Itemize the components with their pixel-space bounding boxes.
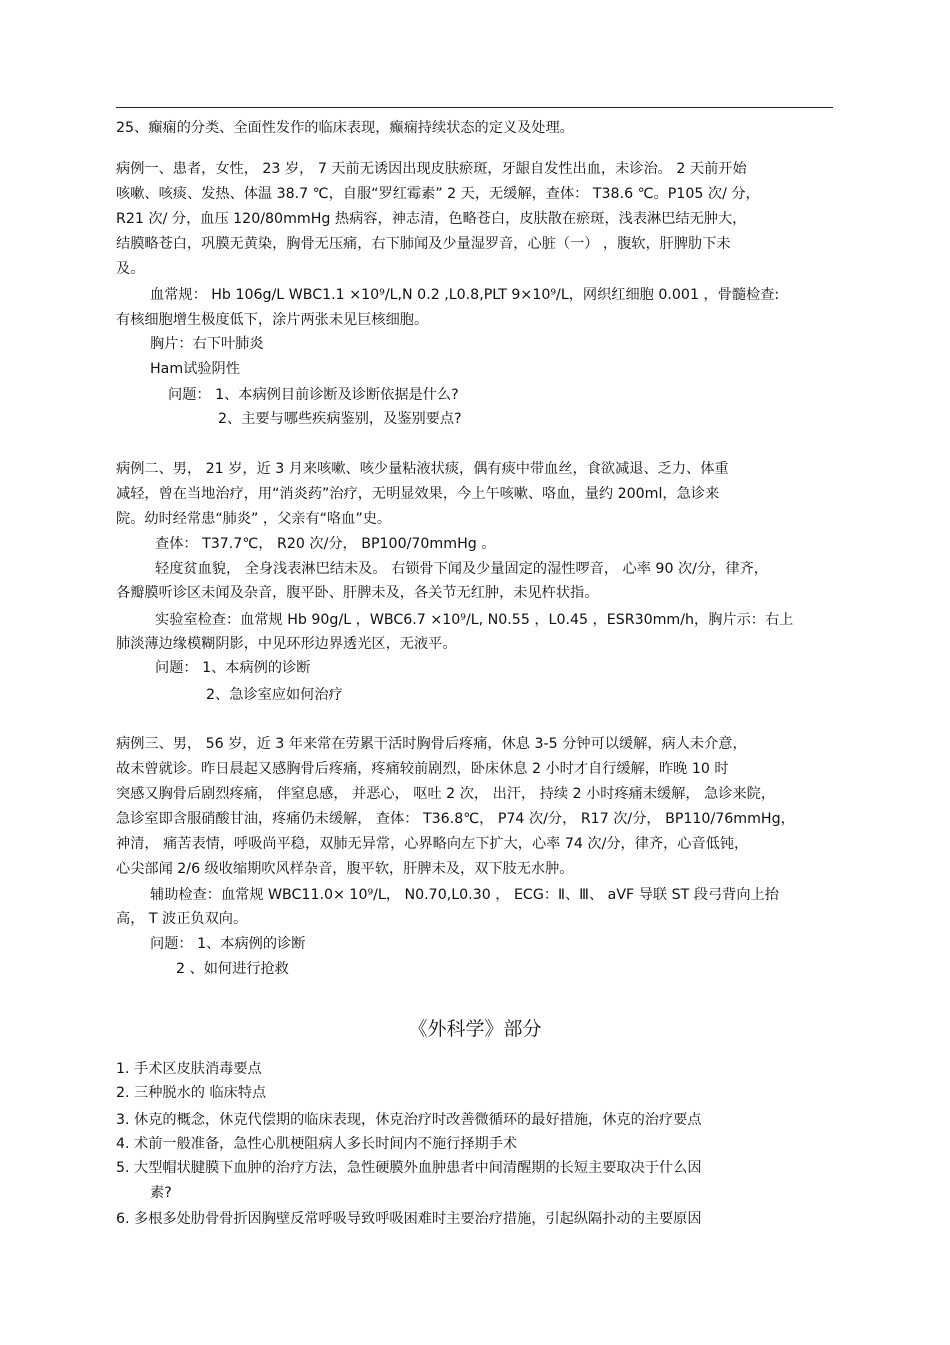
case3-line-3: 突感又胸骨后剧烈疼痛， 伴窒息感， 并恶心， 呕吐 2 次， 出汗， 持续 2 小时疼痛未缓解， 急诊来院，	[116, 786, 776, 802]
case2-exam: 查体： T37.7℃， R20 次/分， BP100/70mmHg 。	[155, 536, 496, 552]
surgery-section-heading: 《外科学》部分	[408, 1018, 542, 1040]
surgery-item-4: 4. 术前一般准备，急性心肌梗阻病人多长时间内不施行择期手术	[116, 1136, 518, 1152]
case1-line-3: R21 次/ 分，血压 120/80mmHg 热病容，神志清，色略苍白，皮肤散在瘀斑，浅表淋巴结无肿大，	[116, 211, 747, 227]
case1-question-2: 2、主要与哪些疾病鉴别，及鉴别要点?	[218, 411, 462, 427]
surgery-item-1: 1. 手术区皮肤消毒要点	[116, 1061, 262, 1077]
case1-ham-test: Ham试验阴性	[150, 361, 240, 377]
case2-lab-line-2: 肺淡薄边缘模糊阴影，中见环形边界透光区，无液平。	[116, 636, 457, 652]
surgery-item-3: 3. 休克的概念，休克代偿期的临床表现，休克治疗时改善微循环的最好措施，休克的治疗要点	[116, 1112, 702, 1128]
case3-line-5: 神清， 痛苦表情，呼吸尚平稳，双肺无异常，心界略向左下扩大，心率 74 次/分，律齐，心音低钝，	[116, 836, 749, 852]
case3-line-1: 病例三、男， 56 岁，近 3 年来常在劳累干活时胸骨后疼痛，休息 3-5 分钟可以缓解，病人未介意，	[116, 736, 747, 752]
case3-question-2: 2 、如何进行抢救	[176, 961, 289, 977]
case1-line-4: 结膜略苍白，巩膜无黄染，胸骨无压痛，右下肺闻及少量湿罗音，心脏（一） ，腹软，肝脾肋下未	[116, 236, 731, 252]
case3-question-1: 问题： 1、本病例的诊断	[150, 936, 306, 952]
case1-question-1: 问题： 1、本病例目前诊断及诊断依据是什么?	[168, 387, 459, 403]
case2-lab-line-1: 实验室检查：血常规 Hb 90g/L ，WBC6.7 ×10⁹/L, N0.55 ，L0.45 ，ESR30mm/h，胸片示：右上	[155, 612, 794, 628]
case1-line-2: 咳嗽、咳痰、发热、体温 38.7 ℃，自服“罗红霉素” 2 天，无缓解，查体： T38.6 ℃。P105 次/ 分，	[116, 186, 760, 202]
surgery-item-5: 5. 大型帽状腱膜下血肿的治疗方法，急性硬膜外血肿患者中间清醒期的长短主要取决于什么因	[116, 1160, 702, 1176]
case2-question-2: 2、急诊室应如何治疗	[206, 687, 343, 703]
case3-line-4: 急诊室即含服硝酸甘油，疼痛仍未缓解， 查体： T36.8℃， P74 次/分， R17 次/分， BP110/76mmHg，	[116, 811, 795, 827]
surgery-item-6: 6. 多根多处肋骨骨折因胸壁反常呼吸导致呼吸困难时主要治疗措施，引起纵隔扑动的主要原因	[116, 1211, 702, 1227]
case3-line-2: 故未曾就诊。昨日晨起又感胸骨后疼痛，疼痛较前剧烈，卧床休息 2 小时才自行缓解，昨晚 10 时	[116, 761, 729, 777]
case2-line-1: 病例二、男， 21 岁，近 3 月来咳嗽、咳少量粘液状痰，偶有痰中带血丝，食欲减退、乏力、体重	[116, 461, 729, 477]
top-rule	[116, 107, 833, 108]
case1-lab-line-2: 有核细胞增生极度低下，涂片两张未见巨核细胞。	[116, 312, 429, 328]
case1-lab-line-1: 血常规： Hb 106g/L WBC1.1 ×10⁹/L,N 0.2 ,L0.8,PLT 9×10⁹/L，网织红细胞 0.001 ，骨髓检查:	[150, 287, 780, 303]
surgery-item-2: 2. 三种脱水的 临床特点	[116, 1085, 267, 1101]
case2-question-1: 问题： 1、本病例的诊断	[155, 660, 311, 676]
case1-chest-xray: 胸片：右下叶肺炎	[150, 336, 264, 352]
case2-line-2: 减轻，曾在当地治疗，用“消炎药”治疗，无明显效果，今上午咳嗽、咯血，量约 200ml，急诊来	[116, 486, 720, 502]
case2-exam-line-2: 各瓣膜听诊区未闻及杂音，腹平卧、肝脾未及，各关节无红肿，未见杵状指。	[116, 585, 599, 601]
question-25: 25、癫痫的分类、全面性发作的临床表现，癫痫持续状态的定义及处理。	[116, 120, 574, 136]
case2-exam-line-1: 轻度贫血貌， 全身浅表淋巴结未及。 右锁骨下闻及少量固定的湿性啰音， 心率 90 次/分，律齐，	[155, 561, 768, 577]
case3-aux-line-1: 辅助检查：血常规 WBC11.0× 10⁹/L， N0.70,L0.30 ， ECG：Ⅱ、Ⅲ、 aVF 导联 ST 段弓背向上抬	[150, 887, 779, 903]
case2-line-3: 院。幼时经常患“肺炎” ，父亲有“咯血”史。	[116, 511, 392, 527]
case3-line-6: 心尖部闻 2/6 级收缩期吹风样杂音，腹平软，肝脾未及，双下肢无水肿。	[116, 861, 574, 877]
case1-line-5: 及。	[116, 261, 145, 277]
case3-aux-line-2: 高， T 波正负双向。	[116, 911, 248, 927]
surgery-item-5-cont: 素?	[150, 1185, 172, 1201]
case1-line-1: 病例一、患者，女性， 23 岁， 7 天前无诱因出现皮肤瘀斑，牙龈自发性出血，未诊治。 2 天前开始	[116, 161, 747, 177]
